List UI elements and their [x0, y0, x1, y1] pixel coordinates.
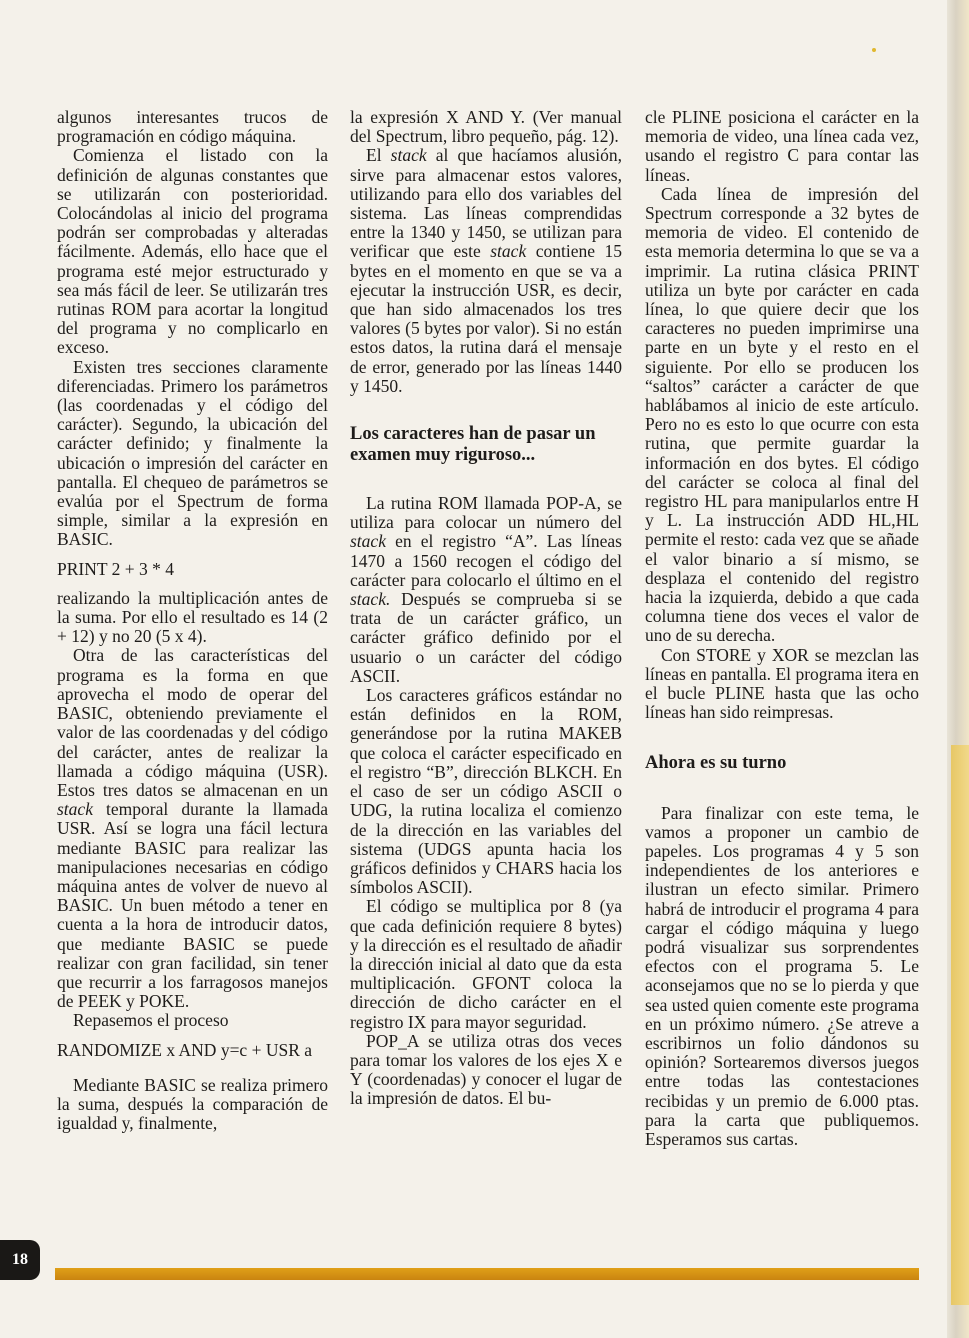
code-line: PRINT 2 + 3 * 4 [57, 558, 174, 579]
column-3 [645, 108, 919, 1149]
paragraph: algunos interesantes trucos de programación en código máquina. [57, 107, 328, 147]
page-edge [947, 0, 969, 1338]
print-speck [872, 48, 876, 52]
column-2 [350, 108, 622, 1109]
paragraph: Mediante BASIC se realiza primero la suma, después la comparación de igualdad y, finalmente, [57, 1074, 328, 1134]
paragraph: El stack al que hacíamos alusión, sirve para almacenar estos valores, utilizando para ello dos variables del sistema. Las líneas comprendidas entre la 1340 y 1450, se utilizan para verificar que este stack contiene 15 bytes en el momento en que se va a ejecutar la instrucción USR, es decir, que han sido almacenados los tres valores (5 bytes por valor). Si no están estos datos, la rutina dará el mensaje de error, generado por las líneas 1440 y 1450. [350, 145, 623, 396]
column-1 [57, 108, 328, 1133]
paragraph: Otra de las características del programa es la forma en que aprovecha el modo de operar del BASIC, obteniendo previamente el valor de las coordenadas y del código del carácter, antes de realizar la llamada a código máquina (USR). Estos tres datos se almacenan en un stack temporal durante la llamada USR. Así se logra una fácil lectura mediante BASIC para realizar las manipulaciones necesarias en código máquina antes de volver de nuevo al BASIC. Un buen método a tener en cuenta a la hora de introducir datos, que mediante BASIC se puede realizar con gran facilidad, sin tener que recurrir a los farragosos manejos de PEEK y POKE. [57, 645, 328, 1012]
paragraph: cle PLINE posiciona el carácter en la memoria de video, una línea cada vez, usando el registro C para contar las líneas. [645, 107, 919, 185]
paragraph: Con STORE y XOR se mezclan las líneas en pantalla. El programa itera en el bucle PLINE hasta que las ocho líneas han sido reimpresas. [645, 644, 919, 723]
paragraph: Comienza el listado con la definición de algunas constantes que se utilizarán con posterioridad. Colocándolas al inicio del programa podrán ser comprobadas y alteradas fácilmente. Además, ello hace que el programa esté mejor estructurado y sea más fácil de leer. Se utilizarán tres rutinas ROM para acortar la longitud del programa y no complicarlo en exceso. [57, 145, 328, 358]
next-page-edge [951, 745, 969, 1305]
paragraph: Cada línea de impresión del Spectrum corresponde a 32 bytes de memoria de video. El contenido de esta memoria determina lo que se va a imprimir. La rutina clásica PRINT utiliza un byte por carácter en cada línea, lo que quiere decir que los caracteres no pueden imprimirse una parte en un byte y el resto en el siguiente. Por ello se producen los “saltos” carácter a carácter de que hablábamos al inicio de este artículo. Pero no es esto lo que ocurre con esta rutina, que permite guardar la información en dos bytes. El código del carácter se coloca al final del registro HL para manipularlos entre H y L. La instrucción ADD HL,HL permite el resto: cada vez que se añade el valor binario a sí mismo, se desplaza el contenido del registro hacia la izquierda, debido a que cada columna tiene dos veces el valor de uno de su derecha. [645, 183, 919, 646]
paragraph: Para finalizar con este tema, le vamos a proponer un cambio de papeles. Los programas 4 y 5 son independientes de los anteriores e ilustran un efecto similar. Primero habrá de introducir el programa 4 para cargar el código máquina y luego podrá visualizar sus sorprendentes efectos con el programa 5. Le aconsejamos que no se lo pierda y que sea usted quien comente este programa en un próximo número. ¿Se atreve a escribirnos un folio dándonos su opinión? Sortearemos diversos juegos entre todas las contestaciones recibidas y un premio de 6.000 ptas. para la carta que publiquemos. Esperamos sus cartas. [645, 802, 919, 1149]
paragraph: El código se multiplica por 8 (ya que cada definición requiere 8 bytes) y la dirección es el resultado de añadir la dirección inicial al dato que da esta multiplicación. GFONT coloca la dirección de dicho carácter en el registro IX para mayor seguridad. [350, 896, 622, 1032]
paragraph: la expresión X AND Y. (Ver manual del Spectrum, libro pequeño, pág. 12). [350, 107, 622, 147]
paragraph: realizando la multiplicación antes de la suma. Por ello el resultado es 14 (2 + 12) y no 20 (5 x 4). [57, 587, 328, 647]
paragraph: Los caracteres gráficos estándar no están definidos en la ROM, generándose por la rutina MAKEB que coloca el carácter especificado en el registro “B”, dirección BLKCH. En el caso de ser un código ASCII o UDG, la rutina localiza el comienzo de la dirección en las variables del sistema (UDGS apunta hacia los gráficos definidos y CHARS hacia los símbolos ASCII). [350, 685, 622, 898]
paragraph: POP_A se utiliza otras dos veces para tomar los valores de los ejes X e Y (coordenadas) y conocer el lugar de la impresión de datos. El bu- [350, 1030, 622, 1109]
section-heading: Ahora es su turno [645, 752, 787, 773]
footer-accent-bar [55, 1268, 919, 1280]
paragraph: La rutina ROM llamada POP-A, se utiliza para colocar un número del stack en el registro “A”. Las líneas 1470 a 1560 recogen el código del carácter para colocarlo el último en el stack. Después se comprueba si se trata de un carácter gráfico, un carácter gráfico definido por el usuario o un carácter del código ASCII. [350, 493, 622, 686]
paragraph: Repasemos el proceso [73, 1010, 229, 1031]
section-heading: Los caracteres han de pasar un examen muy riguroso... [350, 424, 596, 466]
code-line: RANDOMIZE x AND y=c + USR a [57, 1039, 313, 1060]
page-number: 18 [0, 1240, 40, 1280]
paragraph: Existen tres secciones claramente diferenciadas. Primero los parámetros (las coordenadas y el código del carácter). Segundo, la ubicación del carácter definido; y finalmente la ubicación o impresión del carácter en pantalla. El chequeo de parámetros se evalúa por el Spectrum de forma simple, similar a la expresión en BASIC. [57, 356, 328, 550]
